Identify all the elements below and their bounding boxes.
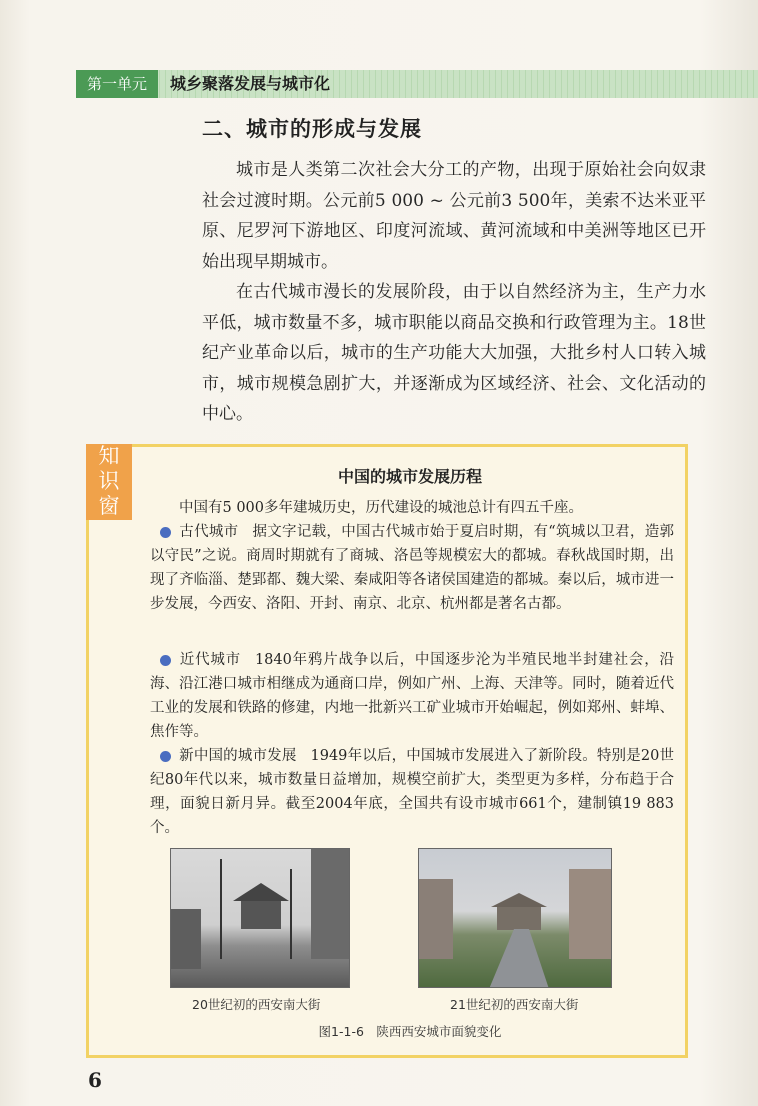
photo-caption-2: 21世纪初的西安南大街 xyxy=(450,997,579,1012)
item-term: 新中国的城市发展 xyxy=(179,748,297,764)
unit-title: 城乡聚落发展与城市化 xyxy=(170,74,331,93)
item-text: 1840年鸦片战争以后，中国逐步沦为半殖民地半封建社会，沿海、沿江港口城市相继成为通商口岸，例如广州、上海、天津等。同时，随着近代工业的发展和铁路的修建，内地一批新兴工矿业城市开始崛起，例如郑州、蚌埠、焦作等。 xyxy=(150,652,674,740)
knowledge-intro: 中国有5 000多年建城历史，历代建设的城池总计有四五千座。 xyxy=(179,500,584,516)
knowledge-box-label xyxy=(86,444,132,519)
figure-caption: 图1-1-6 陕西西安城市面貌变化 xyxy=(318,1024,502,1039)
bullet-icon xyxy=(160,751,171,762)
knowledge-item-ancient xyxy=(150,520,674,616)
knowledge-item-new-china xyxy=(150,744,674,840)
label-char: 窗 xyxy=(98,494,120,518)
label-char: 知 xyxy=(98,444,120,468)
section-title: 二、城市的形成与发展 xyxy=(202,117,422,141)
photo-xian-early-20th-century xyxy=(170,848,350,988)
bullet-icon xyxy=(160,655,171,666)
item-text: 1949年以后，中国城市发展进入了新阶段。特别是20世纪80年代以来，城市数量日益增加，规模空前扩大，类型更为多样，分布趋于合理，面貌日新月异。截至2004年底，全国共有设市城市661个，建制镇19 883个。 xyxy=(150,748,674,836)
street-photo-illustration xyxy=(419,849,612,988)
photo-xian-early-21st-century xyxy=(418,848,612,988)
label-char: 识 xyxy=(98,469,120,493)
page-number: 6 xyxy=(88,1068,102,1092)
knowledge-item-modern xyxy=(150,648,674,744)
paragraph-2: 在古代城市漫长的发展阶段，由于以自然经济为主，生产力水平低，城市数量不多，城市职能以商品交换和行政管理为主。18世纪产业革命以后，城市的生产功能大大加强，大批乡村人口转入城市，城市规模急剧扩大，并逐渐成为区域经济、社会、文化活动的中心。 xyxy=(202,282,706,424)
unit-tag: 第一单元 xyxy=(76,70,158,98)
photo-caption-1: 20世纪初的西安南大街 xyxy=(192,997,321,1012)
street-photo-illustration xyxy=(171,849,350,988)
item-text: 据文字记载，中国古代城市始于夏启时期，有“筑城以卫君，造郭以守民”之说。商周时期就有了商城、洛邑等规模宏大的都城。春秋战国时期，出现了齐临淄、楚郢都、魏大梁、秦咸阳等各诸侯国建造的都城。秦以后，城市进一步发展，今西安、洛阳、开封、南京、北京、杭州都是著名古都。 xyxy=(150,524,674,612)
paragraph-1: 城市是人类第二次社会大分工的产物，出现于原始社会向奴隶社会过渡时期。公元前5 000 ~ 公元前3 500年，美索不达米亚平原、尼罗河下游地区、印度河流域、黄河流域和中美洲等地区已开始出现早期城市。 xyxy=(202,160,706,272)
knowledge-box-title: 中国的城市发展历程 xyxy=(337,467,482,486)
item-term: 古代城市 xyxy=(179,524,239,540)
item-term: 近代城市 xyxy=(179,652,241,668)
bullet-icon xyxy=(160,527,171,538)
